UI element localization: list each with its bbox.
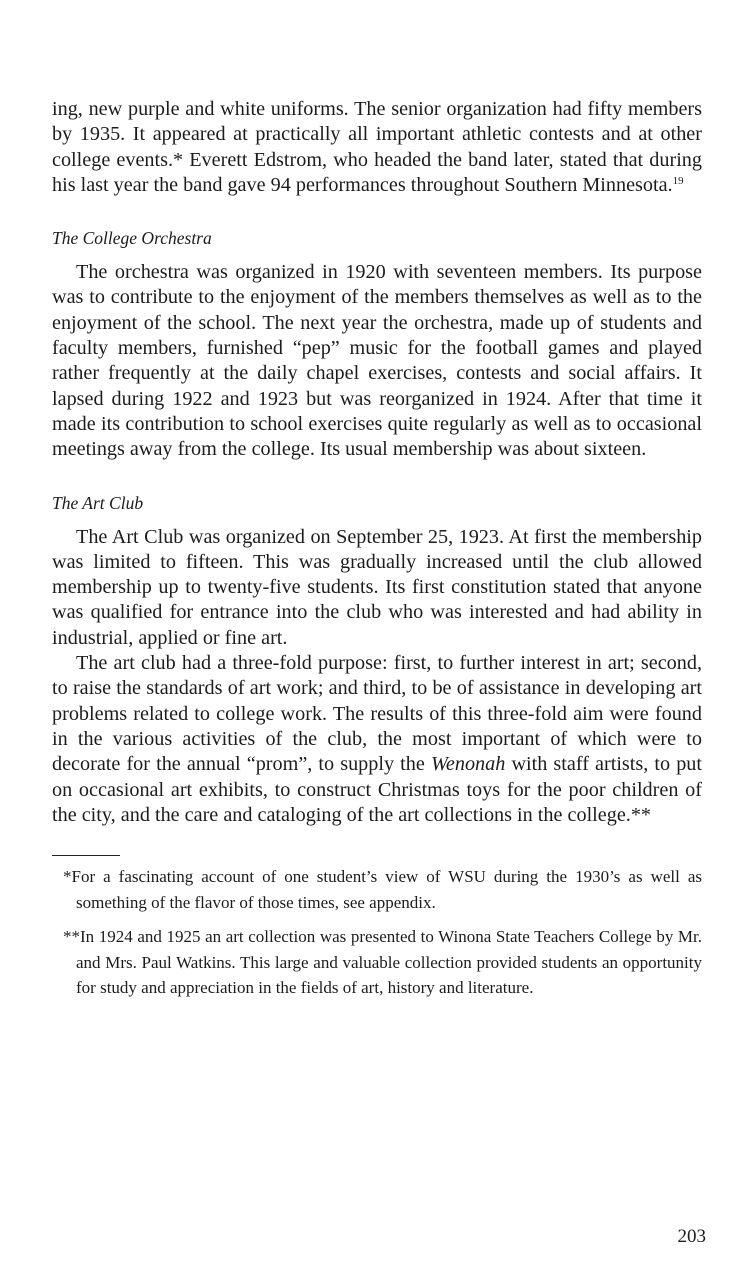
page-number: 203 — [677, 1226, 706, 1247]
intro-text: ing, new purple and white uniforms. The senior organization had fifty members by 1935. It appeared at practically all important athletic contests and at other college events.* Everett Edstrom, who headed the band later, stated that during his last year the band gave 94 performances throughout Southern Minnesota. — [52, 98, 702, 196]
intro-paragraph — [52, 97, 702, 198]
footnote-divider — [52, 855, 120, 856]
page-content — [52, 97, 702, 1001]
art-club-paragraph-2 — [52, 651, 702, 828]
footnote-2: **In 1924 and 1925 an art collection was presented to Winona State Teachers College by Mr. and Mrs. Paul Watkins. This large and valuable collection provided students an opportunity for study and appreciation in the fields of art, history and literature. — [63, 927, 702, 998]
wenonah-title: Wenonah — [430, 753, 506, 776]
art-club-paragraph-1: The Art Club was organized on September 25, 1923. At first the membership was limited to fifteen. This was gradually increased until the club allowed membership up to twenty-five students. Its first constitution stated that anyone was qualified for entrance into the club who was interested and had ability in industrial, applied or fine art. — [52, 525, 702, 649]
section-heading-art-club: The Art Club — [52, 492, 144, 513]
art-club-paragraph-2-start: The art club had a three-fold purpose: first, to further interest in art; second, to raise the standards of art work; and third, to be of assistance in developing art problems related to college work. The results of this three-fold aim were found in the various activities of the club, the most important of which were to decorate for the annual “prom”, to supply the — [52, 652, 702, 776]
orchestra-paragraph: The orchestra was organized in 1920 with seventeen members. Its purpose was to contribute to the enjoyment of the members themselves as well as to the enjoyment of the school. The next year the orchestra, made up of students and faculty members, furnished “pep” music for the football games and played rather frequently at the daily chapel exercises, contests and social affairs. It lapsed during 1922 and 1923 but was reorganized in 1924. After that time it made its contribution to school exercises quite regularly as well as to occasional meetings away from the college. Its usual membership was about sixteen. — [52, 261, 702, 461]
footnote-ref-19: 19 — [672, 174, 684, 187]
art-club-paragraph-2-end: with staff artists, to put on occasional art exhibits, to construct Christmas toys for the poor children of the city, and the care and cataloging of the art collections in the college.** — [52, 753, 702, 826]
footnote-1: *For a fascinating account of one student’s view of WSU during the 1930’s as well as something of the flavor of those times, see appendix. — [63, 867, 702, 912]
section-heading-orchestra: The College Orchestra — [52, 228, 212, 249]
